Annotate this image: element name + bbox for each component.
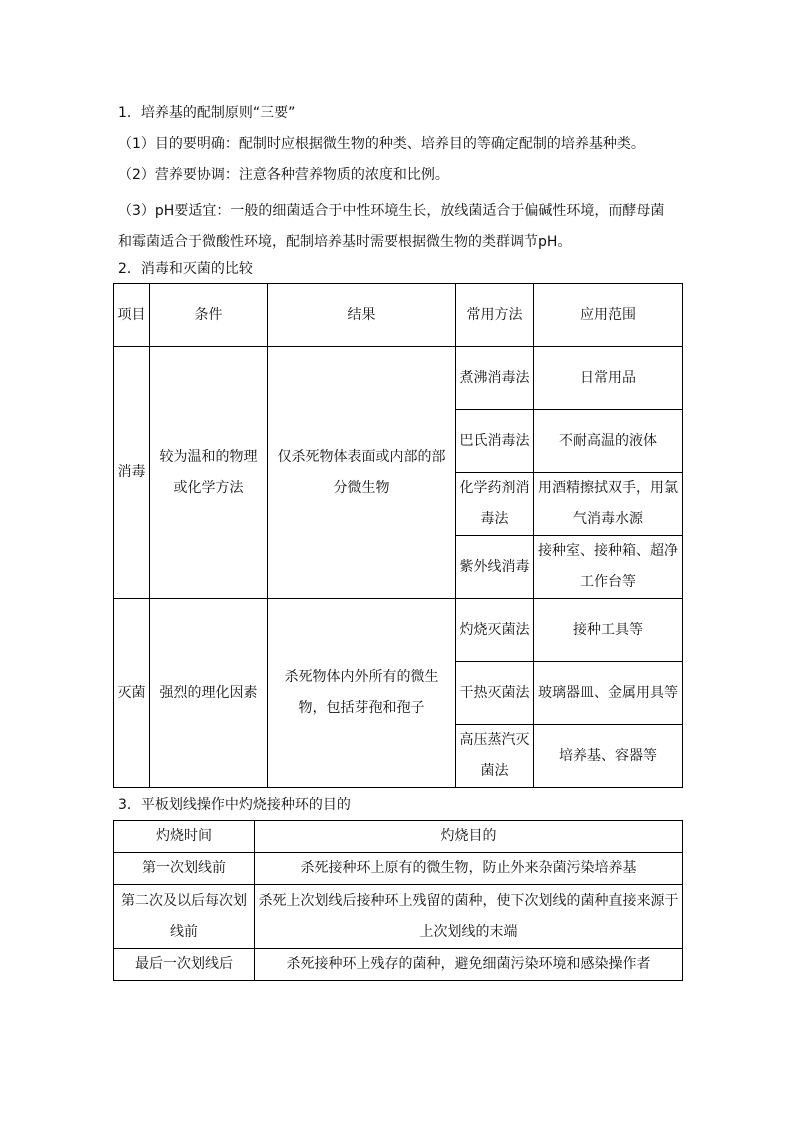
scope-cell: 不耐高温的液体 [534,410,683,473]
header-purpose: 灼烧目的 [255,821,683,853]
table-row [114,853,683,885]
method-cell: 煮沸消毒法 [456,347,534,410]
group-item-disinfection: 消毒 [114,347,150,599]
group-item-sterilization: 灭菌 [114,599,150,788]
scope-cell: 培养基、容器等 [534,725,683,788]
group-result-sterilization: 杀死物体内外所有的微生物，包括芽孢和孢子 [268,599,456,788]
method-cell: 化学药剂消毒法 [456,473,534,536]
method-cell: 紫外线消毒 [456,536,534,599]
table-row [114,347,683,410]
method-cell: 高压蒸汽灭菌法 [456,725,534,788]
time-cell: 第二次及以后每次划线前 [114,885,255,949]
group-result-disinfection: 仅杀死物体表面或内部的部分微生物 [268,347,456,599]
table-row [114,949,683,981]
section2-heading: 2．消毒和灭菌的比较 [118,261,253,277]
scope-cell: 接种室、接种箱、超净工作台等 [534,536,683,599]
scope-cell: 用酒精擦拭双手，用氯气消毒水源 [534,473,683,536]
header-scope: 应用范围 [534,284,683,347]
header-condition: 条件 [150,284,268,347]
time-cell: 第一次划线前 [114,853,255,885]
section1-item-2: （2）营养要协调：注意各种营养物质的浓度和比例。 [118,167,449,183]
header-method: 常用方法 [456,284,534,347]
section1-heading: 1．培养基的配制原则“三要” [118,105,296,121]
scope-cell: 接种工具等 [534,599,683,662]
header-result: 结果 [268,284,456,347]
streak-flaming-table [113,820,683,981]
header-item: 项目 [114,284,150,347]
purpose-cell: 杀死接种环上残存的菌种，避免细菌污染环境和感染操作者 [255,949,683,981]
disinfection-sterilization-table [113,283,683,788]
purpose-cell: 杀死上次划线后接种环上残留的菌种，使下次划线的菌种直接来源于上次划线的末端 [255,885,683,949]
table-row [114,599,683,662]
table-header-row [114,284,683,347]
method-cell: 干热灭菌法 [456,662,534,725]
section1-item-1: （1）目的要明确：配制时应根据微生物的种类、培养目的等确定配制的培养基种类。 [118,136,645,152]
header-time: 灼烧时间 [114,821,255,853]
method-cell: 巴氏消毒法 [456,410,534,473]
purpose-cell: 杀死接种环上原有的微生物，防止外来杂菌污染培养基 [255,853,683,885]
scope-cell: 日常用品 [534,347,683,410]
method-cell: 灼烧灭菌法 [456,599,534,662]
section3-heading: 3．平板划线操作中灼烧接种环的目的 [118,797,351,813]
time-cell: 最后一次划线后 [114,949,255,981]
group-condition-disinfection: 较为温和的物理或化学方法 [150,347,268,599]
group-condition-sterilization: 强烈的理化因素 [150,599,268,788]
section1-item-3: （3）pH要适宜：一般的细菌适合于中性环境生长，放线菌适合于偏碱性环境，而酵母菌和霉菌适合于微酸性环境，配制培养基时需要根据微生物的类群调节pH。 [118,203,665,250]
scope-cell: 玻璃器皿、金属用具等 [534,662,683,725]
table-row [114,885,683,949]
table-header-row [114,821,683,853]
